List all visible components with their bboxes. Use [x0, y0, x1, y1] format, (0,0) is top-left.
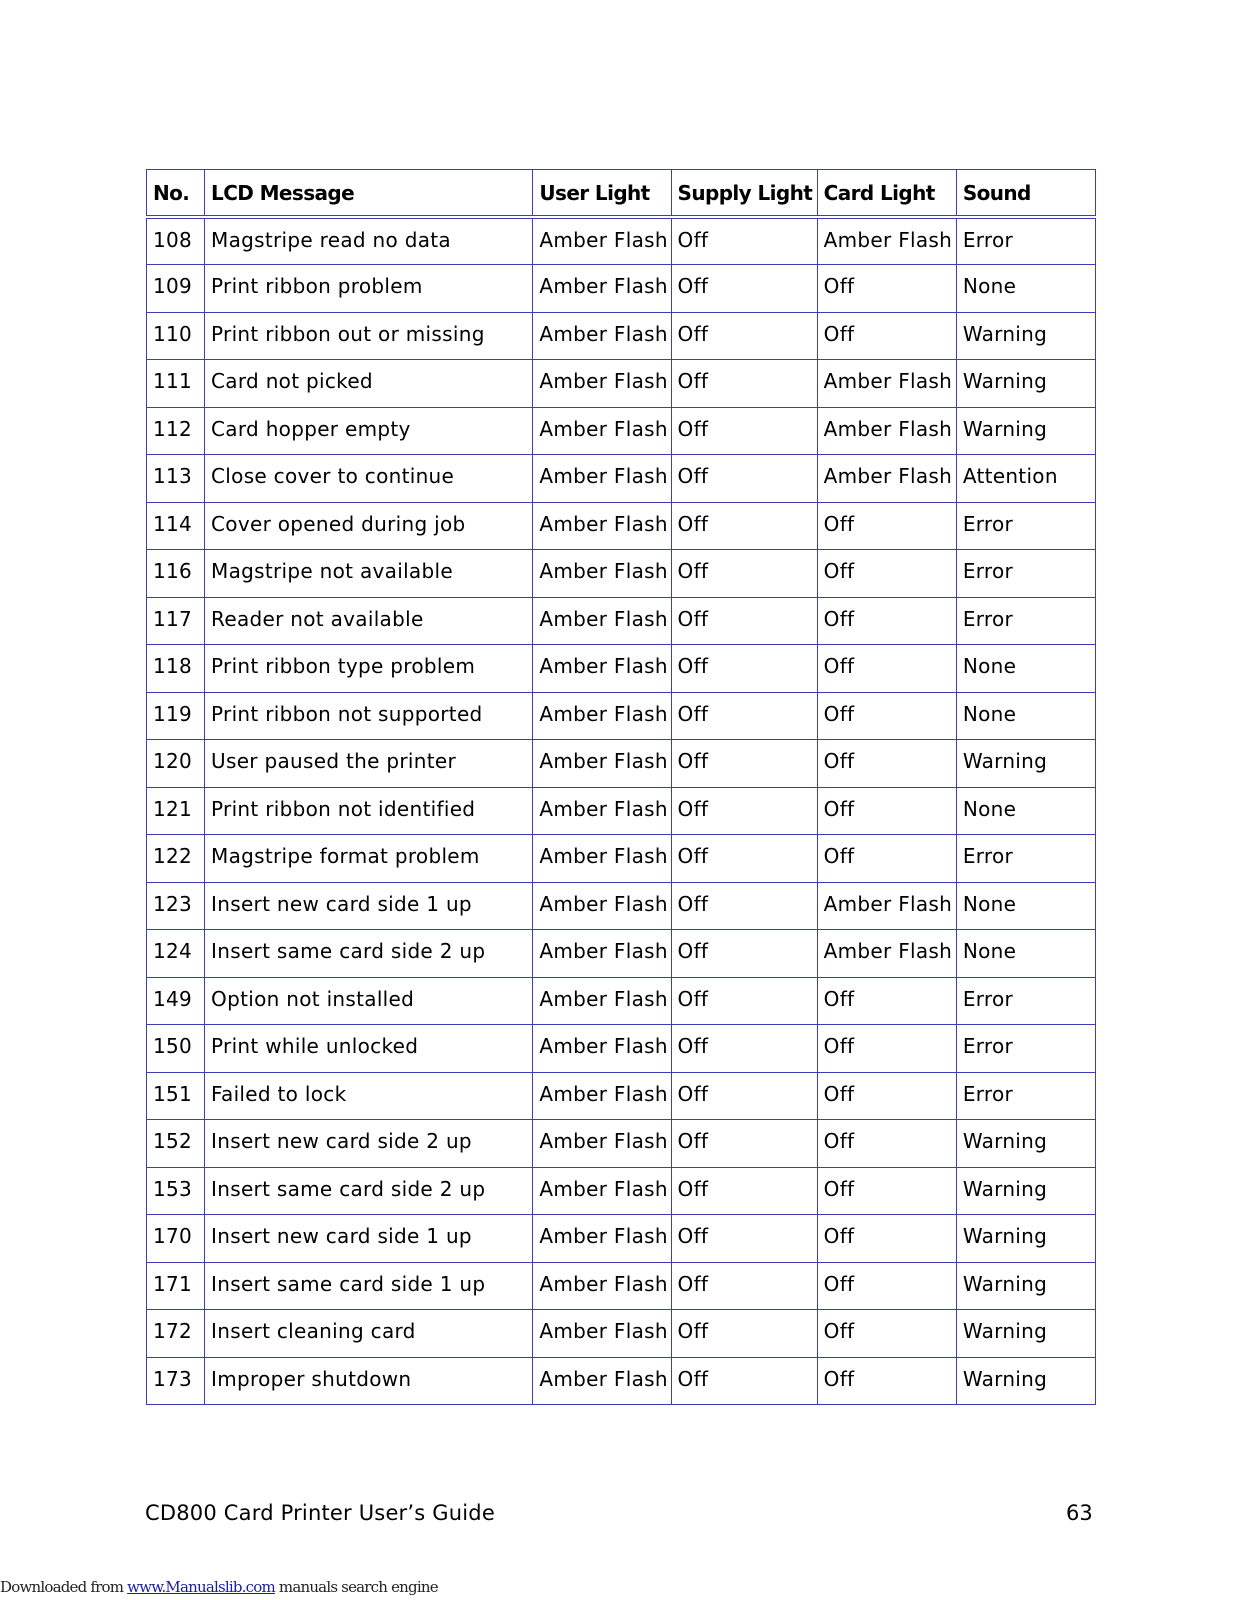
cell-sound: Error — [956, 1072, 1095, 1120]
cell-sound: Attention — [956, 455, 1095, 503]
cell-user-light: Amber Flash — [533, 1310, 671, 1358]
cell-user-light: Amber Flash — [533, 1025, 671, 1073]
header-card-light: Card Light — [817, 170, 956, 218]
cell-supply-light: Off — [671, 977, 817, 1025]
cell-no: 118 — [147, 645, 205, 693]
lcd-message-table — [146, 169, 1096, 1405]
cell-card-light: Off — [817, 1167, 956, 1215]
cell-supply-light: Off — [671, 930, 817, 978]
cell-card-light: Off — [817, 977, 956, 1025]
cell-lcd-message: Improper shutdown — [205, 1357, 533, 1405]
cell-lcd-message: Insert same card side 2 up — [205, 1167, 533, 1215]
header-row — [147, 170, 1096, 218]
cell-sound: Warning — [956, 1120, 1095, 1168]
cell-no: 119 — [147, 692, 205, 740]
table-row — [147, 1310, 1096, 1358]
cell-card-light: Off — [817, 1120, 956, 1168]
cell-lcd-message: User paused the printer — [205, 740, 533, 788]
cell-no: 113 — [147, 455, 205, 503]
table-row — [147, 1120, 1096, 1168]
cell-supply-light: Off — [671, 1357, 817, 1405]
cell-lcd-message: Cover opened during job — [205, 502, 533, 550]
cell-no: 111 — [147, 360, 205, 408]
table-row — [147, 550, 1096, 598]
cell-user-light: Amber Flash — [533, 360, 671, 408]
cell-card-light: Off — [817, 835, 956, 883]
cell-no: 112 — [147, 407, 205, 455]
table-row — [147, 597, 1096, 645]
table-row — [147, 217, 1096, 265]
cell-no: 121 — [147, 787, 205, 835]
cell-card-light: Off — [817, 265, 956, 313]
table-row — [147, 407, 1096, 455]
header-sound: Sound — [956, 170, 1095, 218]
table-row — [147, 502, 1096, 550]
table-row — [147, 1215, 1096, 1263]
cell-sound: None — [956, 787, 1095, 835]
cell-card-light: Off — [817, 1262, 956, 1310]
cell-user-light: Amber Flash — [533, 265, 671, 313]
cell-no: 117 — [147, 597, 205, 645]
cell-lcd-message: Insert same card side 1 up — [205, 1262, 533, 1310]
cell-sound: Warning — [956, 1310, 1095, 1358]
cell-user-light: Amber Flash — [533, 455, 671, 503]
cell-supply-light: Off — [671, 882, 817, 930]
cell-lcd-message: Close cover to continue — [205, 455, 533, 503]
cell-supply-light: Off — [671, 1262, 817, 1310]
cell-sound: Warning — [956, 360, 1095, 408]
table-row — [147, 645, 1096, 693]
manualslib-link[interactable]: www.Manualslib.com — [127, 1578, 275, 1596]
cell-lcd-message: Print ribbon not identified — [205, 787, 533, 835]
cell-lcd-message: Reader not available — [205, 597, 533, 645]
cell-no: 172 — [147, 1310, 205, 1358]
table-row — [147, 1357, 1096, 1405]
table-row — [147, 692, 1096, 740]
cell-card-light: Amber Flash — [817, 930, 956, 978]
header-user-light: User Light — [533, 170, 671, 218]
cell-user-light: Amber Flash — [533, 1072, 671, 1120]
cell-lcd-message: Print ribbon problem — [205, 265, 533, 313]
header-no: No. — [147, 170, 205, 218]
cell-sound: None — [956, 645, 1095, 693]
cell-supply-light: Off — [671, 597, 817, 645]
cell-lcd-message: Magstripe read no data — [205, 217, 533, 265]
cell-user-light: Amber Flash — [533, 1357, 671, 1405]
cell-user-light: Amber Flash — [533, 787, 671, 835]
cell-user-light: Amber Flash — [533, 930, 671, 978]
table-row — [147, 787, 1096, 835]
cell-supply-light: Off — [671, 835, 817, 883]
cell-card-light: Amber Flash — [817, 882, 956, 930]
table-body — [147, 217, 1096, 1405]
page-number: 63 — [1066, 1501, 1093, 1525]
cell-supply-light: Off — [671, 502, 817, 550]
cell-sound: Error — [956, 977, 1095, 1025]
cell-sound: Warning — [956, 1357, 1095, 1405]
header-supply-light: Supply Light — [671, 170, 817, 218]
cell-sound: None — [956, 882, 1095, 930]
cell-sound: Error — [956, 502, 1095, 550]
cell-sound: None — [956, 930, 1095, 978]
cell-no: 170 — [147, 1215, 205, 1263]
cell-card-light: Amber Flash — [817, 360, 956, 408]
cell-lcd-message: Insert cleaning card — [205, 1310, 533, 1358]
cell-supply-light: Off — [671, 1072, 817, 1120]
cell-supply-light: Off — [671, 1167, 817, 1215]
cell-supply-light: Off — [671, 1310, 817, 1358]
cell-no: 153 — [147, 1167, 205, 1215]
cell-card-light: Off — [817, 1025, 956, 1073]
cell-user-light: Amber Flash — [533, 977, 671, 1025]
cell-card-light: Off — [817, 1357, 956, 1405]
cell-sound: None — [956, 265, 1095, 313]
cell-lcd-message: Magstripe format problem — [205, 835, 533, 883]
cell-supply-light: Off — [671, 550, 817, 598]
cell-no: 124 — [147, 930, 205, 978]
table-row — [147, 1025, 1096, 1073]
table-header — [147, 170, 1096, 218]
cell-user-light: Amber Flash — [533, 1262, 671, 1310]
cell-no: 109 — [147, 265, 205, 313]
cell-card-light: Off — [817, 1215, 956, 1263]
cell-supply-light: Off — [671, 407, 817, 455]
cell-sound: Warning — [956, 312, 1095, 360]
cell-no: 110 — [147, 312, 205, 360]
cell-user-light: Amber Flash — [533, 645, 671, 693]
cell-lcd-message: Failed to lock — [205, 1072, 533, 1120]
watermark-suffix: manuals search engine — [274, 1578, 438, 1596]
cell-sound: Warning — [956, 407, 1095, 455]
cell-lcd-message: Card hopper empty — [205, 407, 533, 455]
cell-no: 149 — [147, 977, 205, 1025]
cell-supply-light: Off — [671, 360, 817, 408]
table-row — [147, 455, 1096, 503]
cell-card-light: Amber Flash — [817, 455, 956, 503]
cell-lcd-message: Insert new card side 2 up — [205, 1120, 533, 1168]
cell-no: 122 — [147, 835, 205, 883]
cell-supply-light: Off — [671, 1120, 817, 1168]
cell-no: 151 — [147, 1072, 205, 1120]
cell-sound: Error — [956, 217, 1095, 265]
cell-sound: Warning — [956, 740, 1095, 788]
cell-user-light: Amber Flash — [533, 312, 671, 360]
table-row — [147, 930, 1096, 978]
cell-user-light: Amber Flash — [533, 740, 671, 788]
cell-lcd-message: Insert same card side 2 up — [205, 930, 533, 978]
cell-supply-light: Off — [671, 217, 817, 265]
cell-no: 171 — [147, 1262, 205, 1310]
cell-lcd-message: Print ribbon not supported — [205, 692, 533, 740]
cell-card-light: Off — [817, 597, 956, 645]
cell-supply-light: Off — [671, 787, 817, 835]
cell-sound: Error — [956, 835, 1095, 883]
cell-supply-light: Off — [671, 455, 817, 503]
download-watermark — [0, 1578, 438, 1596]
cell-supply-light: Off — [671, 1215, 817, 1263]
cell-no: 152 — [147, 1120, 205, 1168]
cell-sound: Error — [956, 550, 1095, 598]
cell-lcd-message: Insert new card side 1 up — [205, 1215, 533, 1263]
cell-lcd-message: Print while unlocked — [205, 1025, 533, 1073]
cell-no: 173 — [147, 1357, 205, 1405]
cell-lcd-message: Card not picked — [205, 360, 533, 408]
cell-card-light: Off — [817, 740, 956, 788]
table-row — [147, 1072, 1096, 1120]
cell-lcd-message: Option not installed — [205, 977, 533, 1025]
cell-lcd-message: Magstripe not available — [205, 550, 533, 598]
table-row — [147, 977, 1096, 1025]
cell-supply-light: Off — [671, 645, 817, 693]
table-row — [147, 835, 1096, 883]
cell-card-light: Off — [817, 645, 956, 693]
table-row — [147, 882, 1096, 930]
table-row — [147, 312, 1096, 360]
table-row — [147, 1262, 1096, 1310]
cell-no: 116 — [147, 550, 205, 598]
cell-supply-light: Off — [671, 740, 817, 788]
cell-user-light: Amber Flash — [533, 882, 671, 930]
cell-user-light: Amber Flash — [533, 1167, 671, 1215]
cell-card-light: Amber Flash — [817, 217, 956, 265]
cell-user-light: Amber Flash — [533, 1120, 671, 1168]
cell-lcd-message: Print ribbon out or missing — [205, 312, 533, 360]
header-lcd-message: LCD Message — [205, 170, 533, 218]
cell-supply-light: Off — [671, 312, 817, 360]
cell-sound: None — [956, 692, 1095, 740]
cell-sound: Warning — [956, 1215, 1095, 1263]
cell-card-light: Off — [817, 312, 956, 360]
cell-lcd-message: Insert new card side 1 up — [205, 882, 533, 930]
cell-sound: Warning — [956, 1262, 1095, 1310]
table-row — [147, 360, 1096, 408]
cell-sound: Error — [956, 597, 1095, 645]
cell-lcd-message: Print ribbon type problem — [205, 645, 533, 693]
cell-no: 120 — [147, 740, 205, 788]
cell-supply-light: Off — [671, 1025, 817, 1073]
cell-sound: Error — [956, 1025, 1095, 1073]
cell-no: 114 — [147, 502, 205, 550]
footer-title: CD800 Card Printer User’s Guide — [145, 1501, 495, 1525]
cell-user-light: Amber Flash — [533, 550, 671, 598]
cell-supply-light: Off — [671, 265, 817, 313]
cell-no: 150 — [147, 1025, 205, 1073]
cell-user-light: Amber Flash — [533, 835, 671, 883]
cell-no: 108 — [147, 217, 205, 265]
table-row — [147, 265, 1096, 313]
watermark-prefix: Downloaded from — [0, 1578, 128, 1596]
cell-card-light: Off — [817, 692, 956, 740]
cell-user-light: Amber Flash — [533, 597, 671, 645]
cell-user-light: Amber Flash — [533, 692, 671, 740]
cell-user-light: Amber Flash — [533, 217, 671, 265]
cell-card-light: Amber Flash — [817, 407, 956, 455]
cell-card-light: Off — [817, 1310, 956, 1358]
table-row — [147, 1167, 1096, 1215]
cell-card-light: Off — [817, 1072, 956, 1120]
cell-no: 123 — [147, 882, 205, 930]
cell-user-light: Amber Flash — [533, 407, 671, 455]
cell-sound: Warning — [956, 1167, 1095, 1215]
cell-supply-light: Off — [671, 692, 817, 740]
cell-card-light: Off — [817, 550, 956, 598]
cell-user-light: Amber Flash — [533, 1215, 671, 1263]
cell-card-light: Off — [817, 502, 956, 550]
cell-card-light: Off — [817, 787, 956, 835]
table-row — [147, 740, 1096, 788]
cell-user-light: Amber Flash — [533, 502, 671, 550]
